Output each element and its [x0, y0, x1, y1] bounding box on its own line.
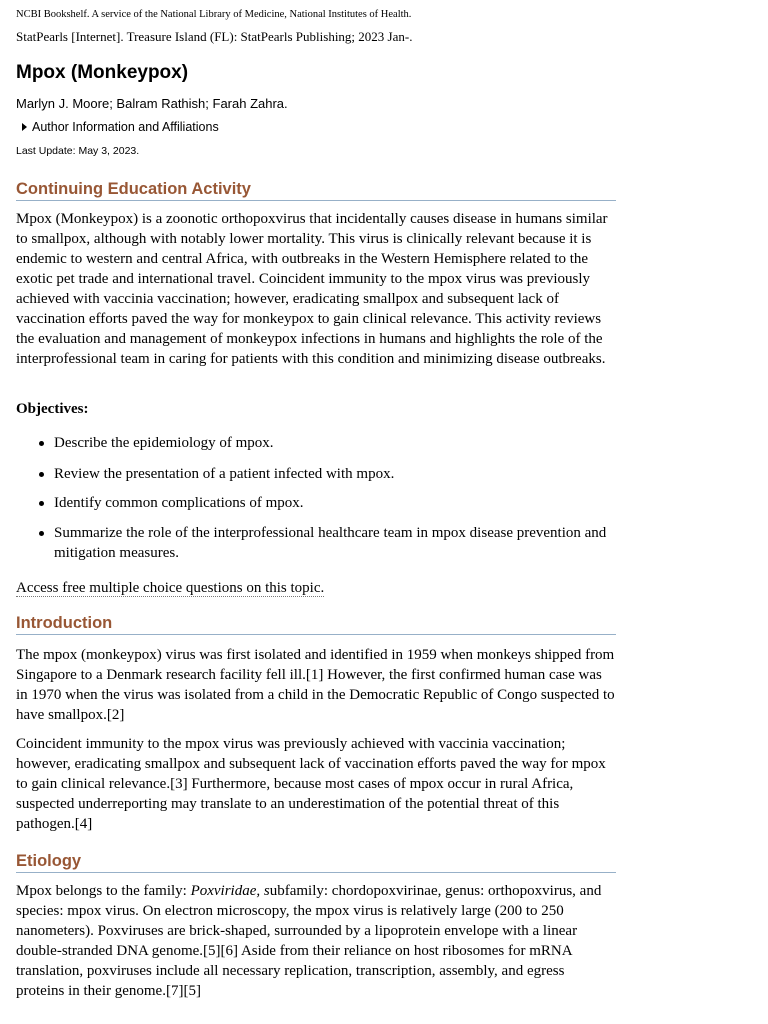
section-heading-etiology: Etiology: [16, 851, 616, 873]
citation-ref-link[interactable]: [2]: [106, 707, 125, 723]
objectives-label: Objectives:: [16, 401, 89, 417]
introduction-paragraph-2: Coincident immunity to the mpox virus was previously achieved with vaccinia vaccination; however, eradicating smallpox and subsequent lack of vaccination efforts paved the way for mpox to gain clinical relevance.[3] Furthermore, because most cases of mpox occur in rural Africa, suspected underreporting may translate to an underestimation of the potential threat of this pathogen.[4]: [16, 736, 606, 832]
citation-ref-link[interactable]: [4]: [74, 816, 93, 832]
last-update: Last Update: May 3, 2023.: [16, 145, 140, 157]
author-list: Marlyn J. Moore; Balram Rathish; Farah Zahra.: [16, 96, 288, 111]
citation-ref-link[interactable]: [5]: [203, 943, 221, 959]
introduction-paragraph-1: The mpox (monkeypox) virus was first isolated and identified in 1959 when monkeys shipped from Singapore to a Denmark research facility fell ill.[1] However, the first confirmed human case was in 1970 when the virus was isolated from a child in the Democratic Republic of Congo suspected to have smallpox.[2]: [16, 647, 615, 723]
section-heading-continuing-education: Continuing Education Activity: [16, 179, 616, 201]
bullet-icon: [39, 531, 44, 536]
objectives-list: [16, 493, 616, 513]
author-affiliations-toggle[interactable]: [22, 120, 219, 134]
objective-item: Review the presentation of a patient infected with mpox.: [16, 464, 616, 484]
citation-ref-link[interactable]: [6]: [220, 943, 239, 959]
caret-right-icon: [22, 123, 27, 131]
ncbi-bookshelf-banner: NCBI Bookshelf. A service of the National Library of Medicine, National Institutes of Health.: [16, 9, 412, 20]
bullet-icon: [39, 441, 44, 446]
author-affiliations-label: Author Information and Affiliations: [32, 120, 219, 134]
etiology-paragraph-1: Mpox belongs to the family: Poxviridae, subfamily: chordopoxvirinae, genus: orthopoxvirus, and species: mpox virus. On electron microscopy, the mpox virus is relatively large (200 to 250 nanometers). Poxviruses are brick-shaped, surrounded by a lipoprotein envelope with a linear double-stranded DNA genome.[5][6] Aside from their reliance on host ribosomes for mRNA translation, poxviruses include all necessary replication, transcription, assembly, and egress proteins in their genome.[7][5]: [16, 883, 602, 999]
citation-ref-link[interactable]: [7]: [165, 983, 184, 999]
book-citation: StatPearls [Internet]. Treasure Island (FL): StatPearls Publishing; 2023 Jan-.: [16, 29, 413, 44]
objective-item: Summarize the role of the interprofessional healthcare team in mpox disease prevention and mitigation measures.: [16, 523, 616, 563]
citation-ref-link[interactable]: [3]: [170, 776, 188, 792]
objectives-list: [16, 464, 616, 484]
objectives-list: [16, 433, 616, 453]
mcq-link[interactable]: Access free multiple choice questions on this topic.: [16, 580, 325, 596]
family-name-italic: Poxviridae, s: [190, 883, 270, 899]
objectives-list: [16, 523, 616, 563]
bullet-icon: [39, 472, 44, 477]
citation-ref-link[interactable]: [5]: [183, 983, 201, 999]
objective-item: Describe the epidemiology of mpox.: [16, 433, 616, 453]
section-heading-introduction: Introduction: [16, 613, 616, 635]
cea-paragraph: Mpox (Monkeypox) is a zoonotic orthopoxvirus that incidentally causes disease in humans similar to smallpox, although with notably lower mortality. This virus is clinically relevant because it is endemic to western and central Africa, with outbreaks in the Western Hemisphere related to the exotic pet trade and international travel. Coincident immunity to the mpox virus was previously achieved with vaccinia vaccination; however, eradicating smallpox and subsequent lack of vaccination efforts paved the way for monkeypox to gain clinical relevance. This activity reviews the evaluation and management of monkeypox infections in humans and highlights the role of the interprofessional team in caring for patients with this condition and minimizing disease outbreaks.: [16, 211, 608, 367]
page-title: Mpox (Monkeypox): [16, 62, 189, 83]
bullet-icon: [39, 501, 44, 506]
objective-item: Identify common complications of mpox.: [16, 493, 616, 513]
citation-ref-link[interactable]: [1]: [305, 667, 324, 683]
